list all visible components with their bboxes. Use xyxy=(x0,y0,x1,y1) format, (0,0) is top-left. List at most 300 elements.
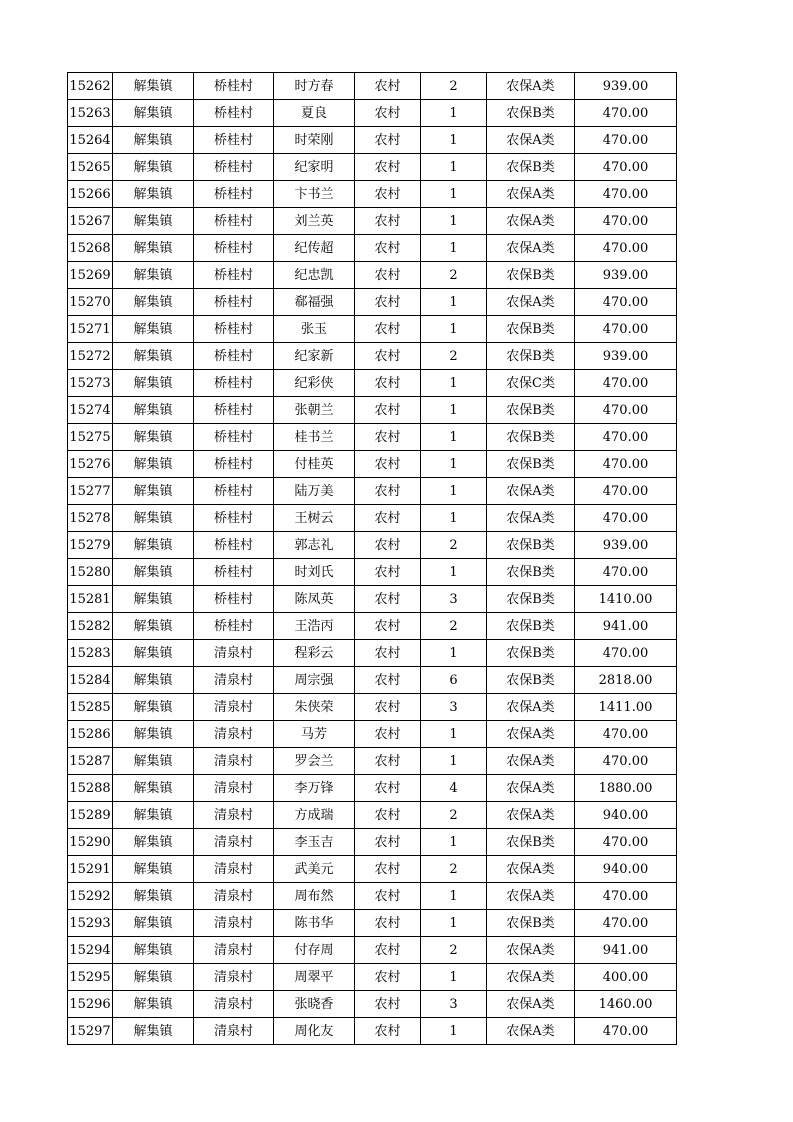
name-cell: 纪忠凯 xyxy=(274,262,355,289)
category-cell: 农保A类 xyxy=(487,856,575,883)
household-type-cell: 农村 xyxy=(355,748,421,775)
member-count-cell: 1 xyxy=(421,397,487,424)
household-type-cell: 农村 xyxy=(355,478,421,505)
table-row xyxy=(68,721,677,748)
record-id-cell: 15290 xyxy=(68,829,113,856)
member-count-cell: 1 xyxy=(421,505,487,532)
amount-cell: 470.00 xyxy=(575,316,677,343)
name-cell: 王浩丙 xyxy=(274,613,355,640)
category-cell: 农保A类 xyxy=(487,181,575,208)
table-row xyxy=(68,208,677,235)
village-cell: 桥桂村 xyxy=(194,154,274,181)
record-id-cell: 15263 xyxy=(68,100,113,127)
household-type-cell: 农村 xyxy=(355,586,421,613)
town-cell: 解集镇 xyxy=(113,694,194,721)
table-row xyxy=(68,289,677,316)
village-cell: 桥桂村 xyxy=(194,532,274,559)
town-cell: 解集镇 xyxy=(113,586,194,613)
category-cell: 农保B类 xyxy=(487,262,575,289)
name-cell: 王树云 xyxy=(274,505,355,532)
town-cell: 解集镇 xyxy=(113,640,194,667)
town-cell: 解集镇 xyxy=(113,181,194,208)
village-cell: 清泉村 xyxy=(194,694,274,721)
record-id-cell: 15273 xyxy=(68,370,113,397)
amount-cell: 470.00 xyxy=(575,883,677,910)
village-cell: 桥桂村 xyxy=(194,127,274,154)
table-row xyxy=(68,397,677,424)
category-cell: 农保A类 xyxy=(487,721,575,748)
village-cell: 清泉村 xyxy=(194,802,274,829)
record-id-cell: 15262 xyxy=(68,73,113,100)
member-count-cell: 1 xyxy=(421,289,487,316)
town-cell: 解集镇 xyxy=(113,316,194,343)
amount-cell: 470.00 xyxy=(575,505,677,532)
table-row xyxy=(68,559,677,586)
record-id-cell: 15297 xyxy=(68,1018,113,1045)
member-count-cell: 1 xyxy=(421,370,487,397)
member-count-cell: 1 xyxy=(421,910,487,937)
village-cell: 桥桂村 xyxy=(194,586,274,613)
household-type-cell: 农村 xyxy=(355,937,421,964)
town-cell: 解集镇 xyxy=(113,991,194,1018)
household-type-cell: 农村 xyxy=(355,370,421,397)
household-type-cell: 农村 xyxy=(355,640,421,667)
category-cell: 农保A类 xyxy=(487,73,575,100)
table-row xyxy=(68,829,677,856)
amount-cell: 470.00 xyxy=(575,397,677,424)
amount-cell: 470.00 xyxy=(575,640,677,667)
village-cell: 桥桂村 xyxy=(194,208,274,235)
member-count-cell: 1 xyxy=(421,100,487,127)
name-cell: 时荣刚 xyxy=(274,127,355,154)
table-row xyxy=(68,1018,677,1045)
category-cell: 农保B类 xyxy=(487,397,575,424)
table-row xyxy=(68,235,677,262)
table-row xyxy=(68,505,677,532)
village-cell: 清泉村 xyxy=(194,964,274,991)
name-cell: 纪传超 xyxy=(274,235,355,262)
category-cell: 农保B类 xyxy=(487,343,575,370)
household-type-cell: 农村 xyxy=(355,181,421,208)
subsidy-roster-table xyxy=(67,72,677,1045)
record-id-cell: 15278 xyxy=(68,505,113,532)
category-cell: 农保A类 xyxy=(487,289,575,316)
household-type-cell: 农村 xyxy=(355,73,421,100)
village-cell: 清泉村 xyxy=(194,775,274,802)
name-cell: 马芳 xyxy=(274,721,355,748)
town-cell: 解集镇 xyxy=(113,73,194,100)
record-id-cell: 15287 xyxy=(68,748,113,775)
table-row xyxy=(68,316,677,343)
household-type-cell: 农村 xyxy=(355,991,421,1018)
town-cell: 解集镇 xyxy=(113,748,194,775)
member-count-cell: 1 xyxy=(421,208,487,235)
member-count-cell: 6 xyxy=(421,667,487,694)
household-type-cell: 农村 xyxy=(355,316,421,343)
amount-cell: 470.00 xyxy=(575,181,677,208)
amount-cell: 400.00 xyxy=(575,964,677,991)
name-cell: 方成瑞 xyxy=(274,802,355,829)
town-cell: 解集镇 xyxy=(113,883,194,910)
table-row xyxy=(68,532,677,559)
household-type-cell: 农村 xyxy=(355,424,421,451)
household-type-cell: 农村 xyxy=(355,235,421,262)
household-type-cell: 农村 xyxy=(355,397,421,424)
household-type-cell: 农村 xyxy=(355,559,421,586)
town-cell: 解集镇 xyxy=(113,424,194,451)
category-cell: 农保B类 xyxy=(487,532,575,559)
member-count-cell: 1 xyxy=(421,748,487,775)
town-cell: 解集镇 xyxy=(113,721,194,748)
amount-cell: 470.00 xyxy=(575,235,677,262)
village-cell: 清泉村 xyxy=(194,829,274,856)
record-id-cell: 15286 xyxy=(68,721,113,748)
record-id-cell: 15279 xyxy=(68,532,113,559)
village-cell: 桥桂村 xyxy=(194,370,274,397)
town-cell: 解集镇 xyxy=(113,532,194,559)
village-cell: 桥桂村 xyxy=(194,559,274,586)
household-type-cell: 农村 xyxy=(355,694,421,721)
village-cell: 桥桂村 xyxy=(194,289,274,316)
town-cell: 解集镇 xyxy=(113,154,194,181)
member-count-cell: 1 xyxy=(421,127,487,154)
amount-cell: 940.00 xyxy=(575,802,677,829)
table-row xyxy=(68,964,677,991)
table-row xyxy=(68,694,677,721)
town-cell: 解集镇 xyxy=(113,100,194,127)
table-row xyxy=(68,100,677,127)
village-cell: 桥桂村 xyxy=(194,262,274,289)
member-count-cell: 2 xyxy=(421,73,487,100)
member-count-cell: 1 xyxy=(421,316,487,343)
name-cell: 时刘氏 xyxy=(274,559,355,586)
town-cell: 解集镇 xyxy=(113,451,194,478)
household-type-cell: 农村 xyxy=(355,343,421,370)
category-cell: 农保B类 xyxy=(487,100,575,127)
amount-cell: 470.00 xyxy=(575,721,677,748)
amount-cell: 1880.00 xyxy=(575,775,677,802)
village-cell: 清泉村 xyxy=(194,1018,274,1045)
village-cell: 桥桂村 xyxy=(194,613,274,640)
name-cell: 张玉 xyxy=(274,316,355,343)
household-type-cell: 农村 xyxy=(355,127,421,154)
member-count-cell: 2 xyxy=(421,937,487,964)
town-cell: 解集镇 xyxy=(113,613,194,640)
village-cell: 桥桂村 xyxy=(194,100,274,127)
household-type-cell: 农村 xyxy=(355,613,421,640)
amount-cell: 470.00 xyxy=(575,910,677,937)
household-type-cell: 农村 xyxy=(355,667,421,694)
amount-cell: 470.00 xyxy=(575,748,677,775)
table-row xyxy=(68,586,677,613)
member-count-cell: 1 xyxy=(421,181,487,208)
household-type-cell: 农村 xyxy=(355,532,421,559)
household-type-cell: 农村 xyxy=(355,505,421,532)
town-cell: 解集镇 xyxy=(113,964,194,991)
record-id-cell: 15291 xyxy=(68,856,113,883)
record-id-cell: 15274 xyxy=(68,397,113,424)
town-cell: 解集镇 xyxy=(113,829,194,856)
village-cell: 清泉村 xyxy=(194,640,274,667)
record-id-cell: 15285 xyxy=(68,694,113,721)
town-cell: 解集镇 xyxy=(113,937,194,964)
table-row xyxy=(68,883,677,910)
category-cell: 农保A类 xyxy=(487,775,575,802)
name-cell: 纪家明 xyxy=(274,154,355,181)
town-cell: 解集镇 xyxy=(113,127,194,154)
table-row xyxy=(68,370,677,397)
amount-cell: 939.00 xyxy=(575,262,677,289)
household-type-cell: 农村 xyxy=(355,775,421,802)
amount-cell: 470.00 xyxy=(575,451,677,478)
name-cell: 陆万美 xyxy=(274,478,355,505)
town-cell: 解集镇 xyxy=(113,208,194,235)
name-cell: 纪家新 xyxy=(274,343,355,370)
table-row xyxy=(68,640,677,667)
amount-cell: 470.00 xyxy=(575,1018,677,1045)
category-cell: 农保B类 xyxy=(487,613,575,640)
category-cell: 农保A类 xyxy=(487,235,575,262)
household-type-cell: 农村 xyxy=(355,262,421,289)
amount-cell: 939.00 xyxy=(575,73,677,100)
town-cell: 解集镇 xyxy=(113,802,194,829)
village-cell: 清泉村 xyxy=(194,883,274,910)
table-row xyxy=(68,424,677,451)
member-count-cell: 1 xyxy=(421,883,487,910)
name-cell: 程彩云 xyxy=(274,640,355,667)
record-id-cell: 15272 xyxy=(68,343,113,370)
category-cell: 农保A类 xyxy=(487,478,575,505)
record-id-cell: 15265 xyxy=(68,154,113,181)
town-cell: 解集镇 xyxy=(113,262,194,289)
record-id-cell: 15271 xyxy=(68,316,113,343)
household-type-cell: 农村 xyxy=(355,154,421,181)
record-id-cell: 15295 xyxy=(68,964,113,991)
village-cell: 桥桂村 xyxy=(194,316,274,343)
table-row xyxy=(68,343,677,370)
category-cell: 农保B类 xyxy=(487,424,575,451)
record-id-cell: 15267 xyxy=(68,208,113,235)
village-cell: 清泉村 xyxy=(194,748,274,775)
category-cell: 农保A类 xyxy=(487,208,575,235)
household-type-cell: 农村 xyxy=(355,883,421,910)
record-id-cell: 15293 xyxy=(68,910,113,937)
village-cell: 清泉村 xyxy=(194,910,274,937)
record-id-cell: 15296 xyxy=(68,991,113,1018)
amount-cell: 941.00 xyxy=(575,613,677,640)
town-cell: 解集镇 xyxy=(113,559,194,586)
town-cell: 解集镇 xyxy=(113,235,194,262)
record-id-cell: 15281 xyxy=(68,586,113,613)
town-cell: 解集镇 xyxy=(113,478,194,505)
roster-body xyxy=(68,73,677,1045)
record-id-cell: 15294 xyxy=(68,937,113,964)
table-row xyxy=(68,613,677,640)
amount-cell: 1460.00 xyxy=(575,991,677,1018)
town-cell: 解集镇 xyxy=(113,775,194,802)
name-cell: 夏良 xyxy=(274,100,355,127)
table-row xyxy=(68,478,677,505)
category-cell: 农保A类 xyxy=(487,964,575,991)
table-row xyxy=(68,127,677,154)
record-id-cell: 15270 xyxy=(68,289,113,316)
member-count-cell: 1 xyxy=(421,235,487,262)
table-row xyxy=(68,937,677,964)
table-row xyxy=(68,748,677,775)
town-cell: 解集镇 xyxy=(113,370,194,397)
table-row xyxy=(68,991,677,1018)
category-cell: 农保B类 xyxy=(487,154,575,181)
category-cell: 农保C类 xyxy=(487,370,575,397)
table-row xyxy=(68,181,677,208)
name-cell: 卞书兰 xyxy=(274,181,355,208)
table-row xyxy=(68,802,677,829)
category-cell: 农保B类 xyxy=(487,316,575,343)
amount-cell: 941.00 xyxy=(575,937,677,964)
amount-cell: 1410.00 xyxy=(575,586,677,613)
category-cell: 农保B类 xyxy=(487,586,575,613)
member-count-cell: 2 xyxy=(421,613,487,640)
table-row xyxy=(68,856,677,883)
record-id-cell: 15266 xyxy=(68,181,113,208)
household-type-cell: 农村 xyxy=(355,289,421,316)
household-type-cell: 农村 xyxy=(355,1018,421,1045)
village-cell: 桥桂村 xyxy=(194,235,274,262)
amount-cell: 470.00 xyxy=(575,424,677,451)
amount-cell: 1411.00 xyxy=(575,694,677,721)
member-count-cell: 1 xyxy=(421,424,487,451)
member-count-cell: 2 xyxy=(421,262,487,289)
record-id-cell: 15268 xyxy=(68,235,113,262)
village-cell: 桥桂村 xyxy=(194,397,274,424)
member-count-cell: 1 xyxy=(421,478,487,505)
category-cell: 农保B类 xyxy=(487,640,575,667)
town-cell: 解集镇 xyxy=(113,856,194,883)
member-count-cell: 2 xyxy=(421,856,487,883)
record-id-cell: 15269 xyxy=(68,262,113,289)
amount-cell: 939.00 xyxy=(575,343,677,370)
record-id-cell: 15276 xyxy=(68,451,113,478)
amount-cell: 470.00 xyxy=(575,559,677,586)
category-cell: 农保A类 xyxy=(487,694,575,721)
village-cell: 清泉村 xyxy=(194,991,274,1018)
amount-cell: 2818.00 xyxy=(575,667,677,694)
category-cell: 农保A类 xyxy=(487,1018,575,1045)
town-cell: 解集镇 xyxy=(113,667,194,694)
record-id-cell: 15280 xyxy=(68,559,113,586)
village-cell: 桥桂村 xyxy=(194,73,274,100)
name-cell: 桂书兰 xyxy=(274,424,355,451)
table-row xyxy=(68,451,677,478)
name-cell: 周化友 xyxy=(274,1018,355,1045)
name-cell: 朱侠荣 xyxy=(274,694,355,721)
record-id-cell: 15284 xyxy=(68,667,113,694)
member-count-cell: 2 xyxy=(421,343,487,370)
category-cell: 农保A类 xyxy=(487,748,575,775)
member-count-cell: 1 xyxy=(421,559,487,586)
member-count-cell: 1 xyxy=(421,964,487,991)
village-cell: 桥桂村 xyxy=(194,451,274,478)
name-cell: 付存周 xyxy=(274,937,355,964)
amount-cell: 470.00 xyxy=(575,370,677,397)
name-cell: 郭志礼 xyxy=(274,532,355,559)
name-cell: 罗会兰 xyxy=(274,748,355,775)
town-cell: 解集镇 xyxy=(113,1018,194,1045)
table-row xyxy=(68,910,677,937)
member-count-cell: 1 xyxy=(421,829,487,856)
amount-cell: 470.00 xyxy=(575,289,677,316)
village-cell: 桥桂村 xyxy=(194,505,274,532)
record-id-cell: 15283 xyxy=(68,640,113,667)
member-count-cell: 1 xyxy=(421,154,487,181)
category-cell: 农保B类 xyxy=(487,451,575,478)
category-cell: 农保B类 xyxy=(487,910,575,937)
household-type-cell: 农村 xyxy=(355,721,421,748)
table-row xyxy=(68,154,677,181)
member-count-cell: 4 xyxy=(421,775,487,802)
category-cell: 农保B类 xyxy=(487,667,575,694)
name-cell: 周宗强 xyxy=(274,667,355,694)
town-cell: 解集镇 xyxy=(113,343,194,370)
record-id-cell: 15289 xyxy=(68,802,113,829)
table-row xyxy=(68,73,677,100)
town-cell: 解集镇 xyxy=(113,910,194,937)
category-cell: 农保A类 xyxy=(487,937,575,964)
amount-cell: 940.00 xyxy=(575,856,677,883)
village-cell: 清泉村 xyxy=(194,856,274,883)
name-cell: 武美元 xyxy=(274,856,355,883)
village-cell: 桥桂村 xyxy=(194,181,274,208)
name-cell: 李万锋 xyxy=(274,775,355,802)
village-cell: 清泉村 xyxy=(194,721,274,748)
town-cell: 解集镇 xyxy=(113,397,194,424)
table-row xyxy=(68,667,677,694)
member-count-cell: 2 xyxy=(421,532,487,559)
name-cell: 陈书华 xyxy=(274,910,355,937)
name-cell: 张晓香 xyxy=(274,991,355,1018)
name-cell: 陈凤英 xyxy=(274,586,355,613)
table-row xyxy=(68,775,677,802)
name-cell: 纪彩侠 xyxy=(274,370,355,397)
village-cell: 清泉村 xyxy=(194,667,274,694)
amount-cell: 470.00 xyxy=(575,208,677,235)
category-cell: 农保B类 xyxy=(487,829,575,856)
amount-cell: 939.00 xyxy=(575,532,677,559)
amount-cell: 470.00 xyxy=(575,154,677,181)
household-type-cell: 农村 xyxy=(355,856,421,883)
name-cell: 张朝兰 xyxy=(274,397,355,424)
category-cell: 农保B类 xyxy=(487,559,575,586)
member-count-cell: 1 xyxy=(421,451,487,478)
amount-cell: 470.00 xyxy=(575,829,677,856)
town-cell: 解集镇 xyxy=(113,289,194,316)
table-row xyxy=(68,262,677,289)
name-cell: 李玉吉 xyxy=(274,829,355,856)
household-type-cell: 农村 xyxy=(355,802,421,829)
amount-cell: 470.00 xyxy=(575,100,677,127)
record-id-cell: 15288 xyxy=(68,775,113,802)
member-count-cell: 1 xyxy=(421,640,487,667)
village-cell: 桥桂村 xyxy=(194,424,274,451)
village-cell: 桥桂村 xyxy=(194,343,274,370)
name-cell: 时方春 xyxy=(274,73,355,100)
member-count-cell: 1 xyxy=(421,1018,487,1045)
member-count-cell: 2 xyxy=(421,802,487,829)
household-type-cell: 农村 xyxy=(355,829,421,856)
category-cell: 农保A类 xyxy=(487,883,575,910)
record-id-cell: 15292 xyxy=(68,883,113,910)
record-id-cell: 15275 xyxy=(68,424,113,451)
